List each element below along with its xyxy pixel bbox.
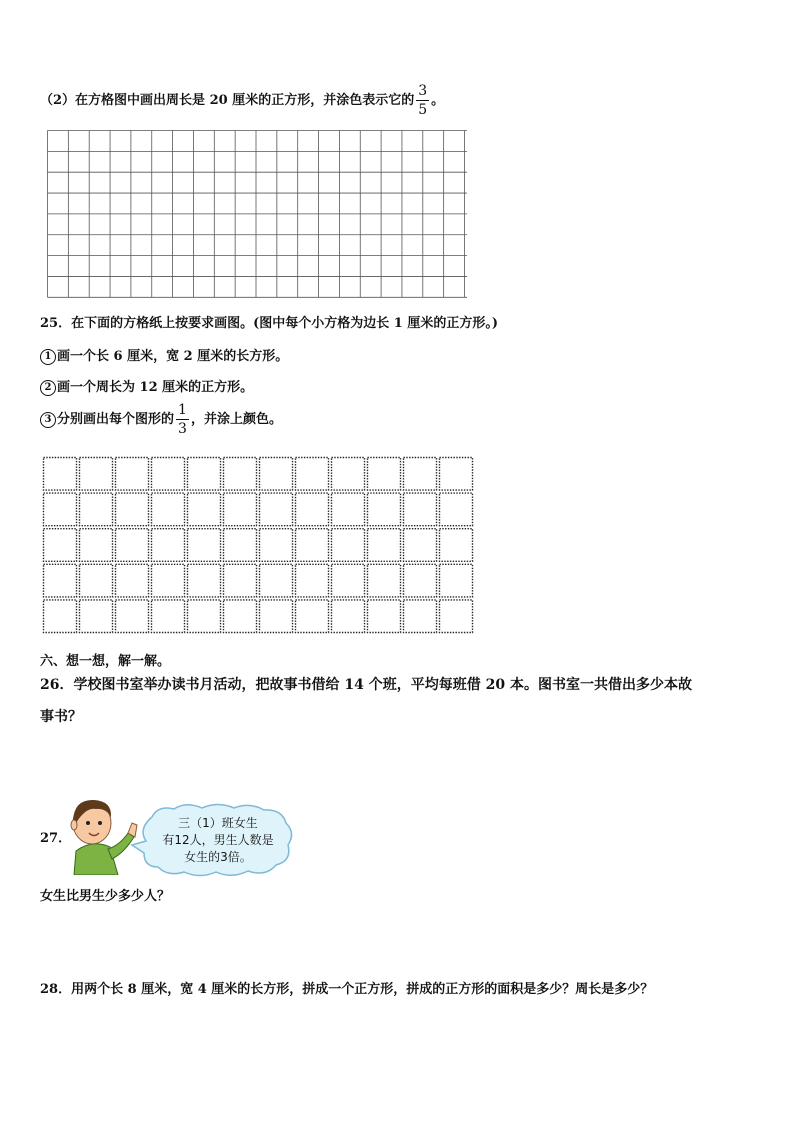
dotted-cell (368, 564, 401, 597)
dotted-cell (188, 600, 221, 633)
dotted-cell (188, 564, 221, 597)
q26-line-1: 26．学校图书室举办读书月活动，把故事书借给 14 个班，平均每班借 20 本。图书室一共借出多少本故 (40, 677, 692, 693)
dotted-cell (440, 600, 473, 633)
dotted-cell (296, 600, 329, 633)
dotted-cell (260, 458, 293, 491)
q28-text: 28．用两个长 8 厘米，宽 4 厘米的长方形，拼成一个正方形，拼成的正方形的面积是多少？周长是多少？ (40, 982, 654, 997)
dotted-cell (80, 600, 113, 633)
fraction-one-third: $\frac{1}{3}$ (178, 402, 187, 437)
dotted-cell (44, 600, 77, 633)
square-grid-q24[interactable] (47, 130, 467, 300)
dotted-cell (368, 458, 401, 491)
dotted-cell (332, 493, 365, 526)
q25-item-2: 2 画一个周长为 12 厘米的正方形。 (40, 376, 253, 396)
dotted-cell (188, 529, 221, 562)
circled-number-2: 2 (40, 380, 56, 396)
dotted-cell (116, 493, 149, 526)
dotted-cell (80, 493, 113, 526)
dotted-cell (152, 458, 185, 491)
dotted-cell (44, 564, 77, 597)
dotted-cell (224, 600, 257, 633)
fraction-three-fifths: $\frac{3}{5}$ (418, 83, 428, 118)
dotted-cell (260, 564, 293, 597)
dotted-cell (152, 564, 185, 597)
dotted-cell (44, 529, 77, 562)
dotted-cell (152, 493, 185, 526)
dotted-cell (224, 529, 257, 562)
dotted-grid-q25[interactable] (41, 455, 475, 637)
dotted-cell (296, 458, 329, 491)
dotted-cell (116, 600, 149, 633)
q27-number: 27． (40, 831, 72, 846)
dotted-cell (440, 458, 473, 491)
dotted-cell (224, 564, 257, 597)
dotted-cell (80, 458, 113, 491)
dotted-cell (116, 564, 149, 597)
q24-part2-text: （2）在方格图中画出周长是 20 厘米的正方形，并涂色表示它的 $\frac{3}{5}$ 。 (40, 83, 445, 118)
dotted-cell (188, 458, 221, 491)
dotted-cell (368, 600, 401, 633)
dotted-cell (332, 458, 365, 491)
dotted-cell (404, 564, 437, 597)
dotted-cell (368, 529, 401, 562)
bubble-line-3: 女生的3倍。 (184, 850, 252, 864)
dotted-cell (188, 493, 221, 526)
dotted-cell (332, 564, 365, 597)
dotted-cell (296, 564, 329, 597)
dotted-cell (260, 493, 293, 526)
q25-title: 25．在下面的方格纸上按要求画图。(图中每个小方格为边长 1 厘米的正方形。) (40, 316, 498, 331)
dotted-cell (332, 529, 365, 562)
dotted-cell (116, 458, 149, 491)
dotted-cell (440, 493, 473, 526)
q25-item-1: 1 画一个长 6 厘米，宽 2 厘米的长方形。 (40, 345, 288, 365)
bubble-line-1: 三（1）班女生 (178, 816, 258, 830)
dotted-cell (404, 600, 437, 633)
dotted-cell (440, 529, 473, 562)
dotted-cell (260, 600, 293, 633)
dotted-cell (80, 564, 113, 597)
dotted-cell (404, 458, 437, 491)
dotted-cell (80, 529, 113, 562)
section-6-title: 六、想一想，解一解。 (40, 654, 171, 669)
dotted-cell (296, 493, 329, 526)
q25-item-3: 3 分别画出每个图形的 $\frac{1}{3}$ ，并涂上颜色。 (40, 403, 282, 436)
dotted-cell (260, 529, 293, 562)
dotted-cell (368, 493, 401, 526)
dotted-cell (116, 529, 149, 562)
dotted-cell (404, 493, 437, 526)
dotted-cell (224, 493, 257, 526)
dotted-cell (44, 458, 77, 491)
q27-question: 女生比男生少多少人？ (40, 889, 171, 904)
q26-line-2: 事书？ (40, 709, 82, 725)
dotted-cell (152, 529, 185, 562)
bubble-line-2: 有12人，男生人数是 (162, 833, 274, 847)
dotted-cell (224, 458, 257, 491)
dotted-cell (152, 600, 185, 633)
circled-number-1: 1 (40, 349, 56, 365)
circled-number-3: 3 (40, 412, 56, 428)
dotted-cell (296, 529, 329, 562)
dotted-cell (440, 564, 473, 597)
dotted-cell (404, 529, 437, 562)
dotted-cell (44, 493, 77, 526)
dotted-cell (332, 600, 365, 633)
